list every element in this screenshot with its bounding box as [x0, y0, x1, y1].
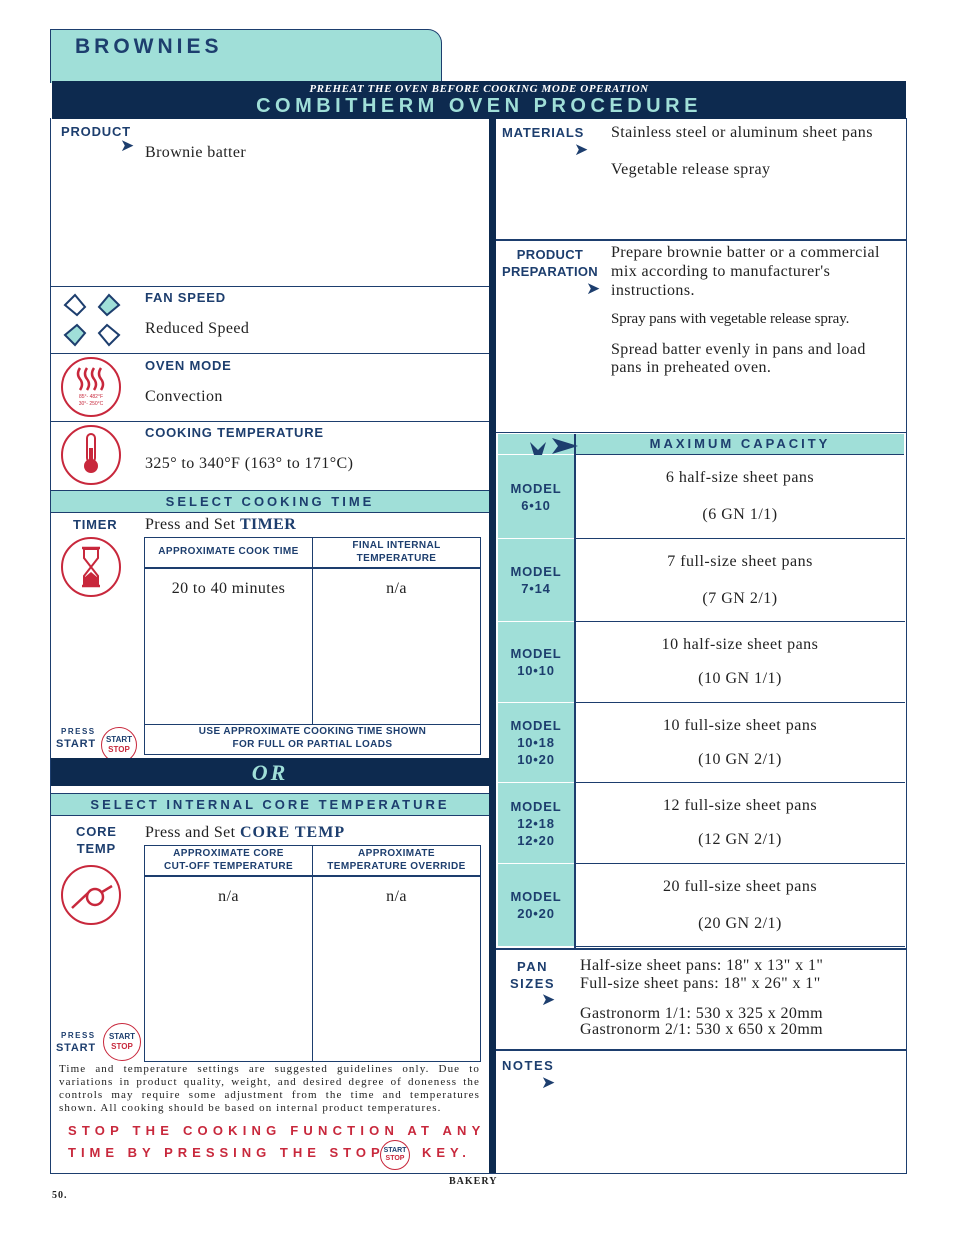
model-name [498, 888, 574, 922]
capacity-value-cell [576, 703, 904, 782]
final-internal-temp-header-line1: FINAL INTERNAL [352, 540, 441, 551]
capacity-pans: 10 full-size sheet pans [662, 717, 818, 734]
core-table-col-divider [312, 845, 313, 1062]
core-table-header-line [144, 875, 481, 877]
timer-label: TIMER [73, 517, 118, 532]
divider [496, 239, 906, 241]
materials-arrow-icon: ➤ [574, 140, 589, 159]
divider [51, 421, 489, 422]
pan-sizes-line1: Half-size sheet pans: 18" x 13" x 1" [580, 957, 824, 974]
start-button-line1: START [105, 735, 133, 744]
pan-sizes-line4: Gastronorm 2/1: 530 x 650 x 20mm [580, 1021, 824, 1038]
capacity-value-cell [576, 539, 904, 621]
capacity-pans: 20 full-size sheet pans [662, 878, 818, 895]
select-cooking-time-bar: SELECT COOKING TIME [51, 490, 489, 513]
timer-table-footer [144, 725, 481, 751]
product-label: PRODUCT [61, 124, 131, 139]
model-name-line: 7•14 [521, 581, 551, 596]
start-button-line2: STOP [108, 745, 130, 754]
capacity-value-cell [576, 622, 904, 702]
oven-mode-icon-text-2: 30°- 250°C [78, 401, 104, 407]
model-name-line: 12•20 [517, 833, 555, 848]
or-bar [51, 758, 489, 786]
press-start-label [56, 1031, 96, 1054]
model-name-line: 6•10 [521, 498, 551, 513]
fan-speed-label: FAN SPEED [145, 290, 226, 305]
capacity-gn: (10 GN 2/1) [698, 751, 782, 768]
oven-mode-value: Convection [145, 388, 223, 405]
final-internal-temp-header [313, 539, 480, 565]
divider [496, 948, 906, 950]
press-set-text: Press and Set [145, 824, 236, 841]
preparation-para1: Prepare brownie batter or a commercial mix according to manufacturer's instructions. [611, 244, 880, 299]
capacity-gn: (10 GN 1/1) [698, 670, 782, 687]
press-set-text: Press and Set [145, 516, 236, 533]
title-tab [50, 29, 442, 83]
capacity-gn: (7 GN 2/1) [702, 590, 778, 607]
page-number: 50. [52, 1190, 68, 1201]
final-internal-temp-header-line2: TEMPERATURE [356, 553, 437, 564]
maximum-capacity-bar: MAXIMUM CAPACITY [576, 434, 904, 455]
model-name [498, 563, 574, 597]
capacity-col-divider [574, 434, 576, 948]
stop-notice-line2-b: KEY. [422, 1145, 471, 1160]
core-col2-line2: TEMPERATURE OVERRIDE [327, 861, 466, 872]
press-text: PRESS [61, 1031, 96, 1040]
preparation-para3: Spread batter evenly in pans and load pans in preheated oven. [611, 341, 866, 376]
notes-label: NOTES [502, 1058, 555, 1073]
core-press-set [145, 824, 345, 842]
model-name [498, 717, 574, 768]
approx-cook-time-value: 20 to 40 minutes [171, 580, 286, 597]
timer-footer-line2: FOR FULL OR PARTIAL LOADS [232, 739, 393, 750]
pan-sizes-label-line1: PAN [517, 959, 549, 974]
or-label: OR [251, 760, 289, 785]
capacity-row-divider [574, 946, 905, 947]
oven-mode-label: OVEN MODE [145, 358, 232, 373]
pan-sizes-label-line2: SIZES [510, 976, 556, 991]
disclaimer-text: Time and temperature settings are suggested guidelines only. Due to variations in product quality, weight, and desired degree of doneness the controls may require some adjustment from the time and temperatures shown. All cooking should be based on internal product temperatures. [59, 1063, 480, 1114]
model-name [498, 798, 574, 849]
procedure-banner [52, 81, 906, 119]
product-value: Brownie batter [145, 144, 247, 161]
start-button-line1: START [108, 1032, 136, 1041]
product-preparation-label [502, 246, 598, 280]
stop-notice-line2 [68, 1145, 385, 1160]
start-button-line2: STOP [111, 1042, 133, 1051]
stop-notice-line2-a: TIME BY PRESSING THE STOP [68, 1145, 385, 1160]
notes-arrow-icon: ➤ [541, 1073, 556, 1092]
press-set-key: CORE TEMP [239, 824, 346, 841]
cooking-temperature-label: COOKING TEMPERATURE [145, 425, 324, 440]
model-name-line: 10•20 [517, 752, 555, 767]
section-name: BAKERY [449, 1176, 498, 1187]
stop-icon-line2: STOP [385, 1155, 405, 1162]
materials-line1: Stainless steel or aluminum sheet pans [611, 124, 873, 141]
select-core-temp-bar: SELECT INTERNAL CORE TEMPERATURE [51, 793, 489, 816]
press-start-label [56, 727, 96, 750]
temp-override-value: n/a [386, 888, 407, 905]
timer-table-col-divider [312, 537, 313, 724]
core-temp-label [76, 823, 117, 857]
divider [496, 1049, 906, 1051]
model-name-line: 12•18 [517, 816, 555, 831]
core-temp-label-line2: TEMP [76, 841, 117, 856]
product-preparation-label-line2: PREPARATION [502, 264, 598, 279]
product-preparation-label-line1: PRODUCT [516, 247, 584, 262]
press-set-key: TIMER [239, 516, 297, 533]
banner-heading: COMBITHERM OVEN PROCEDURE [256, 95, 702, 117]
thermometer-icon [58, 424, 124, 486]
start-stop-button[interactable] [103, 1023, 141, 1061]
model-name-line: 20•20 [517, 906, 555, 921]
core-col1-line1: APPROXIMATE CORE [173, 848, 284, 859]
capacity-pans: 7 full-size sheet pans [667, 553, 813, 570]
capacity-value-cell [576, 864, 904, 946]
approx-temp-override-header [313, 847, 480, 873]
pan-sizes-line3: Gastronorm 1/1: 530 x 325 x 20mm [580, 1005, 824, 1022]
product-arrow-icon: ➤ [120, 136, 135, 155]
model-name-line: MODEL [510, 718, 562, 733]
capacity-pans: 6 half-size sheet pans [665, 469, 815, 486]
capacity-pans: 10 half-size sheet pans [661, 636, 819, 653]
pan-sizes-arrow-icon: ➤ [541, 990, 556, 1009]
capacity-model-cell [498, 703, 574, 782]
capacity-model-cell [498, 783, 574, 863]
stop-notice-line1: STOP THE COOKING FUNCTION AT ANY [68, 1123, 486, 1138]
model-name-line: MODEL [510, 481, 562, 496]
model-name-line: MODEL [510, 646, 562, 661]
materials-line2: Vegetable release spray [611, 161, 771, 178]
timer-table-header-line [144, 567, 481, 569]
banner-subtitle: PREHEAT THE OVEN BEFORE COOKING MODE OPERATION [309, 83, 649, 95]
capacity-value-cell [576, 455, 904, 538]
capacity-gn: (6 GN 1/1) [702, 506, 778, 523]
timer-footer-line1: USE APPROXIMATE COOKING TIME SHOWN [198, 726, 427, 737]
capacity-gn: (12 GN 2/1) [698, 831, 782, 848]
model-name-line: MODEL [510, 889, 562, 904]
stop-button-icon [380, 1140, 410, 1170]
preparation-arrow-icon: ➤ [586, 279, 601, 298]
press-text: PRESS [61, 727, 96, 736]
divider [51, 353, 489, 354]
model-name [498, 480, 574, 514]
start-text: START [56, 738, 96, 750]
model-name-line: 10•10 [517, 663, 555, 678]
convection-mode-icon [58, 356, 124, 418]
hourglass-icon [58, 536, 124, 598]
page-title: BROWNIES [75, 35, 223, 58]
core-col1-line2: CUT-OFF TEMPERATURE [163, 861, 294, 872]
core-cutoff-value: n/a [218, 888, 239, 905]
model-name [498, 645, 574, 679]
fan-speed-icon [61, 291, 123, 349]
timer-press-set [145, 516, 296, 534]
oven-mode-icon-text-1: 85°- 482°F [78, 394, 103, 400]
stop-icon-line1: START [383, 1147, 407, 1154]
materials-label: MATERIALS [502, 125, 585, 140]
capacity-model-cell [498, 622, 574, 702]
cooking-temperature-value: 325° to 340°F (163° to 171°C) [145, 455, 354, 472]
capacity-pans: 12 full-size sheet pans [662, 797, 818, 814]
capacity-value-cell [576, 783, 904, 863]
fan-speed-value: Reduced Speed [145, 320, 250, 337]
approx-core-cutoff-header [145, 847, 312, 873]
pan-sizes-line2: Full-size sheet pans: 18" x 26" x 1" [580, 975, 821, 992]
model-name-line: MODEL [510, 799, 562, 814]
preparation-para2: Spray pans with vegetable release spray. [611, 311, 850, 327]
pan-sizes-label [510, 958, 555, 992]
core-col2-line1: APPROXIMATE [358, 848, 435, 859]
model-name-line: MODEL [510, 564, 562, 579]
center-divider [489, 118, 496, 1173]
approx-cook-time-header: APPROXIMATE COOK TIME [158, 546, 299, 557]
capacity-model-cell [498, 455, 574, 538]
capacity-model-cell [498, 539, 574, 621]
capacity-gn: (20 GN 2/1) [698, 915, 782, 932]
core-temp-label-line1: CORE [76, 824, 117, 839]
capacity-model-cell [498, 864, 574, 946]
core-probe-icon [58, 864, 124, 926]
model-name-line: 10•18 [517, 735, 555, 750]
divider [51, 286, 489, 287]
start-text: START [56, 1042, 96, 1054]
final-internal-temp-value: n/a [386, 580, 407, 597]
capacity-divider-top [496, 432, 906, 433]
